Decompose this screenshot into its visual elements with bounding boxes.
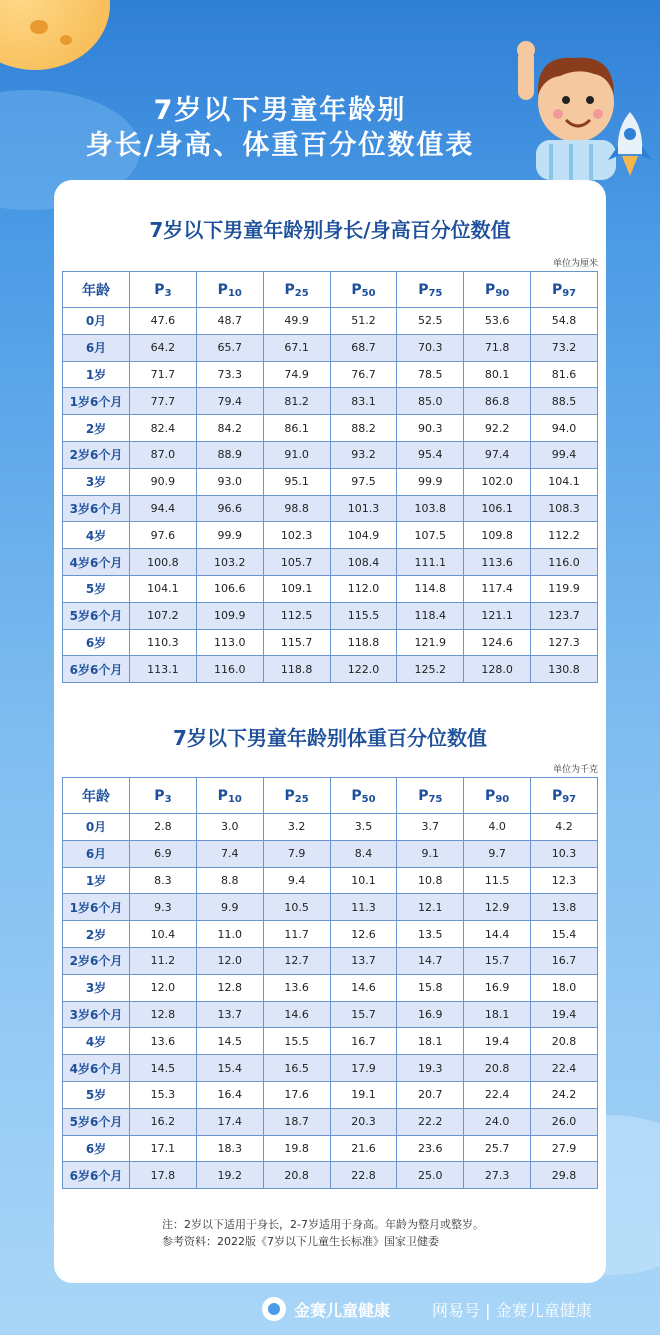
- age-cell: 0月: [63, 308, 130, 335]
- age-cell: 4岁6个月: [63, 549, 130, 576]
- table-row: [63, 656, 598, 683]
- value-cell: 14.5: [196, 1028, 263, 1055]
- table-header-row: [63, 778, 598, 814]
- age-cell: 1岁6个月: [63, 388, 130, 415]
- age-cell: 3岁6个月: [63, 1001, 130, 1028]
- value-cell: 13.5: [397, 921, 464, 948]
- age-cell: 5岁: [63, 575, 130, 602]
- value-cell: 11.0: [196, 921, 263, 948]
- value-cell: 115.5: [330, 602, 397, 629]
- value-cell: 115.7: [263, 629, 330, 656]
- weight-percentile-table: [62, 777, 598, 1189]
- table-row: [63, 334, 598, 361]
- column-header: $P_{25}$: [263, 272, 330, 308]
- value-cell: 15.4: [196, 1055, 263, 1082]
- value-cell: 10.5: [263, 894, 330, 921]
- value-cell: 116.0: [531, 549, 598, 576]
- value-cell: 111.1: [397, 549, 464, 576]
- value-cell: 4.2: [531, 814, 598, 841]
- value-cell: 127.3: [531, 629, 598, 656]
- height-table-unit: 单位为厘米: [552, 259, 598, 269]
- value-cell: 16.5: [263, 1055, 330, 1082]
- value-cell: 81.6: [531, 361, 598, 388]
- value-cell: 99.9: [196, 522, 263, 549]
- column-header: $P_{50}$: [330, 778, 397, 814]
- value-cell: 7.9: [263, 840, 330, 867]
- value-cell: 2.8: [130, 814, 197, 841]
- value-cell: 16.4: [196, 1081, 263, 1108]
- value-cell: 16.2: [130, 1108, 197, 1135]
- table-row: [63, 549, 598, 576]
- value-cell: 102.0: [464, 468, 531, 495]
- value-cell: 112.2: [531, 522, 598, 549]
- value-cell: 121.9: [397, 629, 464, 656]
- value-cell: 10.4: [130, 921, 197, 948]
- age-cell: 1岁: [63, 361, 130, 388]
- age-cell: 4岁: [63, 1028, 130, 1055]
- table-row: [63, 894, 598, 921]
- value-cell: 27.9: [531, 1135, 598, 1162]
- table-row: [63, 921, 598, 948]
- value-cell: 99.9: [397, 468, 464, 495]
- footer-brand: 金赛儿童健康: [294, 1301, 391, 1320]
- height-percentile-table: [62, 271, 598, 683]
- value-cell: 17.1: [130, 1135, 197, 1162]
- value-cell: 73.3: [196, 361, 263, 388]
- value-cell: 8.4: [330, 840, 397, 867]
- value-cell: 112.5: [263, 602, 330, 629]
- value-cell: 12.0: [196, 947, 263, 974]
- value-cell: 18.1: [397, 1028, 464, 1055]
- value-cell: 21.6: [330, 1135, 397, 1162]
- value-cell: 11.3: [330, 894, 397, 921]
- value-cell: 49.9: [263, 308, 330, 335]
- value-cell: 12.0: [130, 974, 197, 1001]
- value-cell: 11.2: [130, 947, 197, 974]
- age-cell: 2岁: [63, 415, 130, 442]
- value-cell: 86.1: [263, 415, 330, 442]
- value-cell: 85.0: [397, 388, 464, 415]
- value-cell: 130.8: [531, 656, 598, 683]
- table-row: [63, 1055, 598, 1082]
- value-cell: 16.7: [330, 1028, 397, 1055]
- value-cell: 105.7: [263, 549, 330, 576]
- value-cell: 104.1: [130, 575, 197, 602]
- value-cell: 74.9: [263, 361, 330, 388]
- value-cell: 12.8: [130, 1001, 197, 1028]
- note-text: 注：2岁以下适用于身长，2-7岁适用于身高。年龄为整月或整岁。: [162, 1218, 484, 1231]
- planet-crater: [30, 20, 48, 34]
- value-cell: 20.8: [531, 1028, 598, 1055]
- value-cell: 95.1: [263, 468, 330, 495]
- value-cell: 54.8: [531, 308, 598, 335]
- value-cell: 118.8: [263, 656, 330, 683]
- value-cell: 22.4: [464, 1081, 531, 1108]
- value-cell: 106.6: [196, 575, 263, 602]
- value-cell: 101.3: [330, 495, 397, 522]
- height-table-title: 7岁以下男童年龄别身长/身高百分位数值: [149, 218, 511, 242]
- table-row: [63, 361, 598, 388]
- table-row: [63, 388, 598, 415]
- value-cell: 88.2: [330, 415, 397, 442]
- planet-icon: [0, 0, 110, 70]
- value-cell: 109.1: [263, 575, 330, 602]
- value-cell: 7.4: [196, 840, 263, 867]
- value-cell: 16.9: [397, 1001, 464, 1028]
- value-cell: 25.7: [464, 1135, 531, 1162]
- value-cell: 70.3: [397, 334, 464, 361]
- value-cell: 119.9: [531, 575, 598, 602]
- age-cell: 6月: [63, 840, 130, 867]
- value-cell: 12.8: [196, 974, 263, 1001]
- age-cell: 5岁: [63, 1081, 130, 1108]
- value-cell: 114.8: [397, 575, 464, 602]
- value-cell: 19.3: [397, 1055, 464, 1082]
- table-row: [63, 814, 598, 841]
- value-cell: 20.8: [464, 1055, 531, 1082]
- value-cell: 11.5: [464, 867, 531, 894]
- table-header-row: [63, 272, 598, 308]
- value-cell: 18.3: [196, 1135, 263, 1162]
- column-header: $P_3$: [130, 272, 197, 308]
- column-header: $P_3$: [130, 778, 197, 814]
- notes: [162, 1216, 484, 1250]
- footer-watermark: 网易号 | 金赛儿童健康: [432, 1301, 592, 1320]
- value-cell: 23.6: [397, 1135, 464, 1162]
- brand-logo-icon: [262, 1297, 286, 1321]
- value-cell: 16.7: [531, 947, 598, 974]
- table-row: [63, 1081, 598, 1108]
- value-cell: 90.9: [130, 468, 197, 495]
- table-row: [63, 415, 598, 442]
- age-cell: 1岁6个月: [63, 894, 130, 921]
- value-cell: 13.7: [330, 947, 397, 974]
- value-cell: 13.6: [263, 974, 330, 1001]
- value-cell: 13.8: [531, 894, 598, 921]
- value-cell: 64.2: [130, 334, 197, 361]
- value-cell: 125.2: [397, 656, 464, 683]
- value-cell: 96.6: [196, 495, 263, 522]
- value-cell: 25.0: [397, 1162, 464, 1189]
- value-cell: 3.7: [397, 814, 464, 841]
- table-row: [63, 974, 598, 1001]
- column-header: $P_{97}$: [531, 778, 598, 814]
- value-cell: 3.5: [330, 814, 397, 841]
- value-cell: 17.8: [130, 1162, 197, 1189]
- column-header: $P_{90}$: [464, 272, 531, 308]
- value-cell: 71.8: [464, 334, 531, 361]
- value-cell: 97.6: [130, 522, 197, 549]
- value-cell: 26.0: [531, 1108, 598, 1135]
- column-header: $P_{97}$: [531, 272, 598, 308]
- value-cell: 118.4: [397, 602, 464, 629]
- age-cell: 0月: [63, 814, 130, 841]
- table-row: [63, 629, 598, 656]
- value-cell: 107.5: [397, 522, 464, 549]
- value-cell: 108.4: [330, 549, 397, 576]
- value-cell: 12.7: [263, 947, 330, 974]
- value-cell: 24.0: [464, 1108, 531, 1135]
- column-header: $P_{75}$: [397, 778, 464, 814]
- value-cell: 103.2: [196, 549, 263, 576]
- value-cell: 22.8: [330, 1162, 397, 1189]
- value-cell: 9.9: [196, 894, 263, 921]
- value-cell: 52.5: [397, 308, 464, 335]
- value-cell: 116.0: [196, 656, 263, 683]
- value-cell: 17.9: [330, 1055, 397, 1082]
- age-cell: 2岁6个月: [63, 441, 130, 468]
- value-cell: 108.3: [531, 495, 598, 522]
- column-header: $P_{25}$: [263, 778, 330, 814]
- value-cell: 124.6: [464, 629, 531, 656]
- value-cell: 14.7: [397, 947, 464, 974]
- value-cell: 83.1: [330, 388, 397, 415]
- age-cell: 5岁6个月: [63, 602, 130, 629]
- value-cell: 10.3: [531, 840, 598, 867]
- age-cell: 6岁6个月: [63, 656, 130, 683]
- column-header: $P_{50}$: [330, 272, 397, 308]
- value-cell: 88.9: [196, 441, 263, 468]
- value-cell: 13.7: [196, 1001, 263, 1028]
- value-cell: 48.7: [196, 308, 263, 335]
- value-cell: 65.7: [196, 334, 263, 361]
- content-card: [54, 180, 606, 1283]
- table-row: [63, 1162, 598, 1189]
- value-cell: 113.1: [130, 656, 197, 683]
- age-cell: 3岁: [63, 468, 130, 495]
- age-cell: 3岁: [63, 974, 130, 1001]
- value-cell: 8.8: [196, 867, 263, 894]
- value-cell: 112.0: [330, 575, 397, 602]
- value-cell: 53.6: [464, 308, 531, 335]
- value-cell: 9.1: [397, 840, 464, 867]
- planet-crater: [60, 35, 72, 45]
- value-cell: 14.4: [464, 921, 531, 948]
- age-cell: 6岁: [63, 1135, 130, 1162]
- value-cell: 107.2: [130, 602, 197, 629]
- value-cell: 22.2: [397, 1108, 464, 1135]
- table-row: [63, 575, 598, 602]
- value-cell: 122.0: [330, 656, 397, 683]
- value-cell: 22.4: [531, 1055, 598, 1082]
- table-row: [63, 308, 598, 335]
- value-cell: 73.2: [531, 334, 598, 361]
- column-header: $P_{10}$: [196, 778, 263, 814]
- value-cell: 19.1: [330, 1081, 397, 1108]
- value-cell: 19.2: [196, 1162, 263, 1189]
- value-cell: 15.4: [531, 921, 598, 948]
- value-cell: 47.6: [130, 308, 197, 335]
- value-cell: 87.0: [130, 441, 197, 468]
- value-cell: 15.5: [263, 1028, 330, 1055]
- table-row: [63, 1135, 598, 1162]
- value-cell: 14.6: [263, 1001, 330, 1028]
- value-cell: 90.3: [397, 415, 464, 442]
- column-header: 年龄: [63, 272, 130, 308]
- value-cell: 17.6: [263, 1081, 330, 1108]
- value-cell: 10.1: [330, 867, 397, 894]
- age-cell: 1岁: [63, 867, 130, 894]
- age-cell: 6岁: [63, 629, 130, 656]
- value-cell: 15.7: [464, 947, 531, 974]
- value-cell: 9.4: [263, 867, 330, 894]
- value-cell: 19.4: [464, 1028, 531, 1055]
- value-cell: 67.1: [263, 334, 330, 361]
- value-cell: 4.0: [464, 814, 531, 841]
- value-cell: 29.8: [531, 1162, 598, 1189]
- table-row: [63, 441, 598, 468]
- value-cell: 128.0: [464, 656, 531, 683]
- age-cell: 2岁: [63, 921, 130, 948]
- value-cell: 18.7: [263, 1108, 330, 1135]
- value-cell: 94.4: [130, 495, 197, 522]
- rocket-icon: [604, 110, 656, 180]
- value-cell: 20.3: [330, 1108, 397, 1135]
- table-row: [63, 840, 598, 867]
- value-cell: 95.4: [397, 441, 464, 468]
- table-row: [63, 602, 598, 629]
- value-cell: 12.1: [397, 894, 464, 921]
- value-cell: 20.8: [263, 1162, 330, 1189]
- value-cell: 84.2: [196, 415, 263, 442]
- value-cell: 13.6: [130, 1028, 197, 1055]
- value-cell: 104.9: [330, 522, 397, 549]
- value-cell: 14.5: [130, 1055, 197, 1082]
- value-cell: 8.3: [130, 867, 197, 894]
- value-cell: 12.3: [531, 867, 598, 894]
- value-cell: 9.3: [130, 894, 197, 921]
- value-cell: 18.1: [464, 1001, 531, 1028]
- age-cell: 4岁6个月: [63, 1055, 130, 1082]
- table-row: [63, 495, 598, 522]
- weight-table-unit: 单位为千克: [552, 765, 598, 775]
- value-cell: 123.7: [531, 602, 598, 629]
- value-cell: 19.4: [531, 1001, 598, 1028]
- value-cell: 113.0: [196, 629, 263, 656]
- value-cell: 109.9: [196, 602, 263, 629]
- page-title-line2: 身长/身高、体重百分位数值表: [85, 130, 475, 161]
- age-cell: 5岁6个月: [63, 1108, 130, 1135]
- value-cell: 19.8: [263, 1135, 330, 1162]
- value-cell: 110.3: [130, 629, 197, 656]
- value-cell: 82.4: [130, 415, 197, 442]
- value-cell: 27.3: [464, 1162, 531, 1189]
- value-cell: 102.3: [263, 522, 330, 549]
- value-cell: 80.1: [464, 361, 531, 388]
- value-cell: 15.8: [397, 974, 464, 1001]
- table-row: [63, 522, 598, 549]
- value-cell: 109.8: [464, 522, 531, 549]
- value-cell: 88.5: [531, 388, 598, 415]
- value-cell: 93.2: [330, 441, 397, 468]
- value-cell: 118.8: [330, 629, 397, 656]
- value-cell: 97.5: [330, 468, 397, 495]
- value-cell: 79.4: [196, 388, 263, 415]
- value-cell: 17.4: [196, 1108, 263, 1135]
- footer: [0, 1294, 660, 1324]
- value-cell: 100.8: [130, 549, 197, 576]
- value-cell: 12.9: [464, 894, 531, 921]
- value-cell: 16.9: [464, 974, 531, 1001]
- value-cell: 99.4: [531, 441, 598, 468]
- value-cell: 24.2: [531, 1081, 598, 1108]
- table-row: [63, 947, 598, 974]
- value-cell: 51.2: [330, 308, 397, 335]
- value-cell: 97.4: [464, 441, 531, 468]
- value-cell: 94.0: [531, 415, 598, 442]
- value-cell: 113.6: [464, 549, 531, 576]
- value-cell: 20.7: [397, 1081, 464, 1108]
- value-cell: 103.8: [397, 495, 464, 522]
- page-title-line1: 7岁以下男童年龄别: [153, 95, 407, 126]
- age-cell: 3岁6个月: [63, 495, 130, 522]
- value-cell: 92.2: [464, 415, 531, 442]
- value-cell: 77.7: [130, 388, 197, 415]
- value-cell: 15.3: [130, 1081, 197, 1108]
- value-cell: 91.0: [263, 441, 330, 468]
- table-row: [63, 1028, 598, 1055]
- value-cell: 106.1: [464, 495, 531, 522]
- value-cell: 11.7: [263, 921, 330, 948]
- value-cell: 68.7: [330, 334, 397, 361]
- value-cell: 117.4: [464, 575, 531, 602]
- value-cell: 14.6: [330, 974, 397, 1001]
- value-cell: 86.8: [464, 388, 531, 415]
- value-cell: 93.0: [196, 468, 263, 495]
- column-header: $P_{10}$: [196, 272, 263, 308]
- value-cell: 78.5: [397, 361, 464, 388]
- column-header: 年龄: [63, 778, 130, 814]
- value-cell: 76.7: [330, 361, 397, 388]
- table-row: [63, 1001, 598, 1028]
- table-row: [63, 1108, 598, 1135]
- weight-table-title: 7岁以下男童年龄别体重百分位数值: [173, 726, 487, 750]
- value-cell: 71.7: [130, 361, 197, 388]
- value-cell: 121.1: [464, 602, 531, 629]
- value-cell: 9.7: [464, 840, 531, 867]
- value-cell: 3.0: [196, 814, 263, 841]
- value-cell: 15.7: [330, 1001, 397, 1028]
- age-cell: 2岁6个月: [63, 947, 130, 974]
- column-header: $P_{75}$: [397, 272, 464, 308]
- age-cell: 6月: [63, 334, 130, 361]
- value-cell: 3.2: [263, 814, 330, 841]
- value-cell: 10.8: [397, 867, 464, 894]
- value-cell: 6.9: [130, 840, 197, 867]
- value-cell: 81.2: [263, 388, 330, 415]
- reference-text: 参考资料：2022版《7岁以下儿童生长标准》国家卫健委: [162, 1235, 439, 1248]
- age-cell: 4岁: [63, 522, 130, 549]
- column-header: $P_{90}$: [464, 778, 531, 814]
- table-row: [63, 468, 598, 495]
- value-cell: 98.8: [263, 495, 330, 522]
- value-cell: 18.0: [531, 974, 598, 1001]
- age-cell: 6岁6个月: [63, 1162, 130, 1189]
- value-cell: 104.1: [531, 468, 598, 495]
- value-cell: 12.6: [330, 921, 397, 948]
- table-row: [63, 867, 598, 894]
